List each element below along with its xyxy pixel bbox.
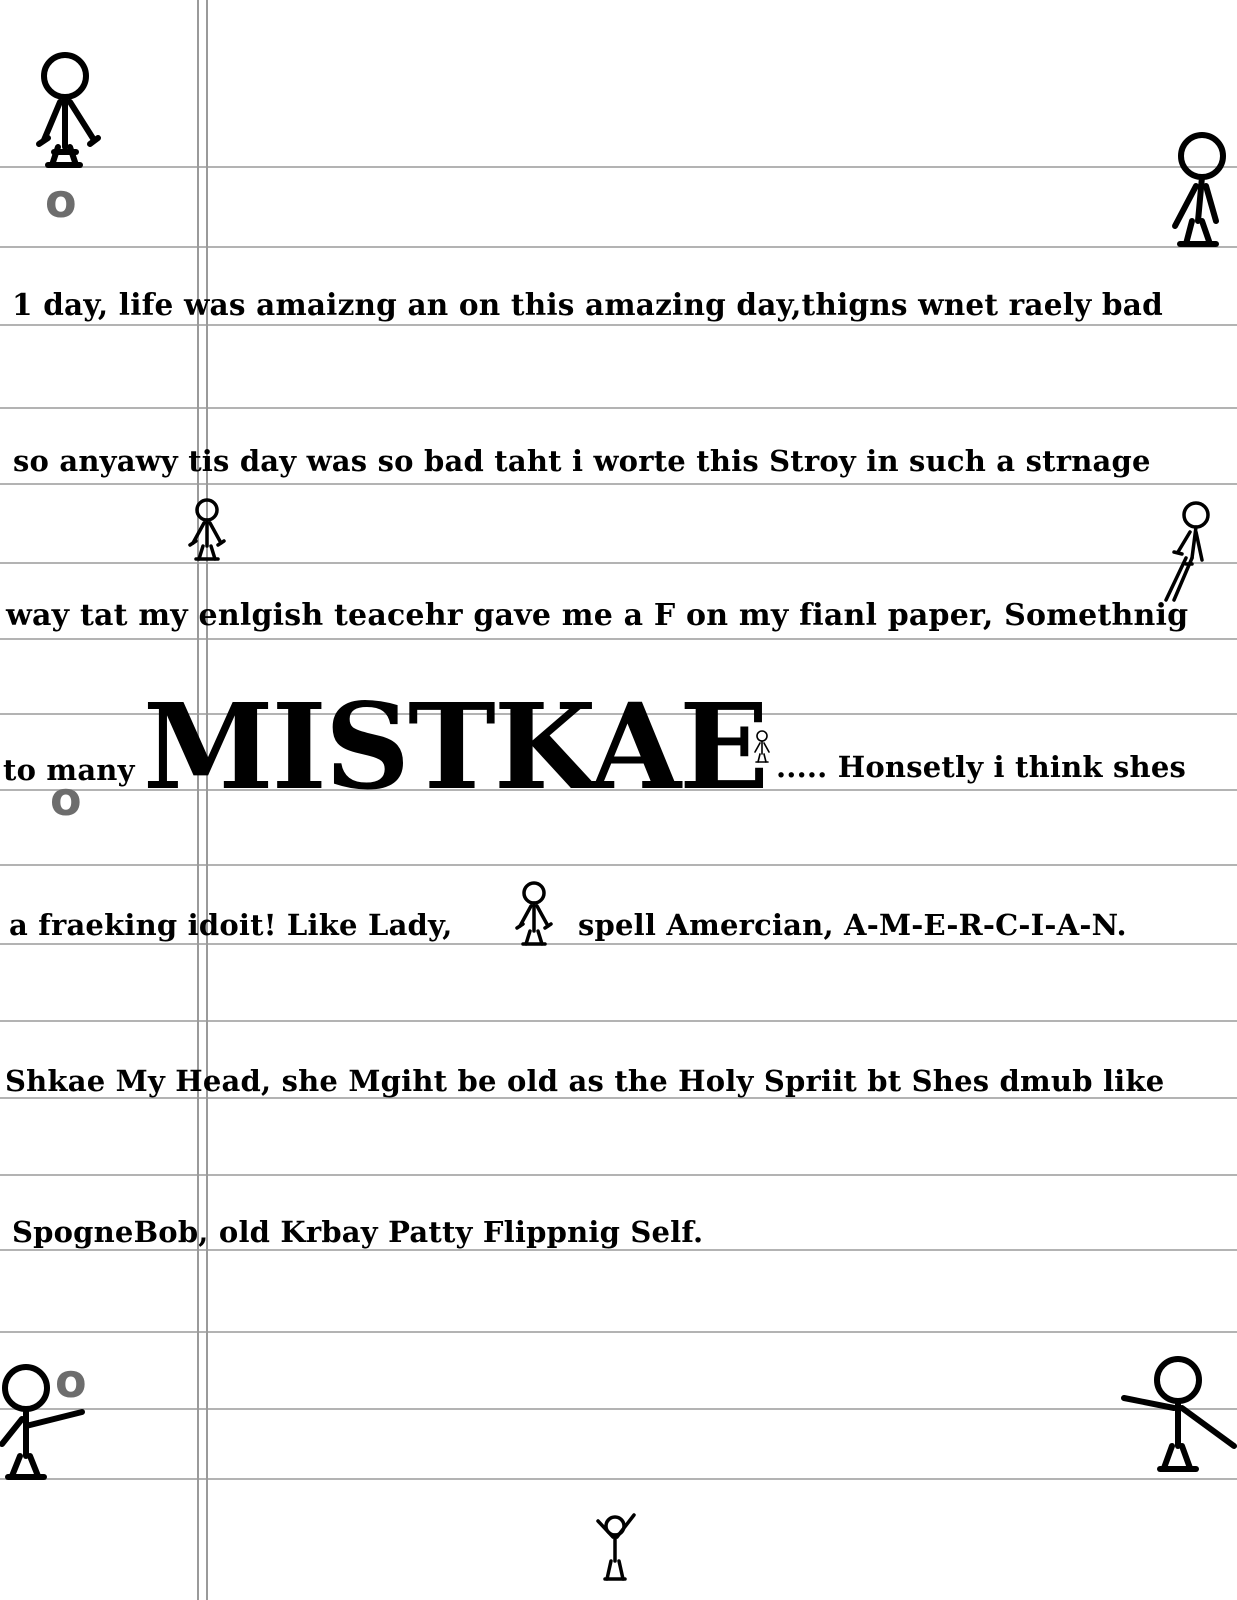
story-line-1: 1 day, life was amaizng an on this amazing day,thigns wnet raely bad (12, 287, 1163, 322)
stick-figure-icon (514, 881, 554, 947)
ruled-line (0, 864, 1237, 866)
stick-figure-icon (1120, 1356, 1237, 1474)
story-line-5-end: spell Amercian, A-M-E-R-C-I-A-N. (578, 908, 1127, 942)
ruled-line (0, 1408, 1237, 1410)
o-mark-bottom: o (55, 1354, 87, 1408)
ruled-line (0, 483, 1237, 485)
mistake-word: MISTKAE (143, 677, 768, 816)
stick-figure-icon (0, 1364, 86, 1482)
ruled-line (0, 943, 1237, 945)
stick-figure-icon (594, 1513, 638, 1597)
story-line-6: Shkae My Head, she Mgiht be old as the Holy Spriit bt Shes dmub like (5, 1064, 1165, 1098)
story-line-4-start: to many (3, 753, 135, 787)
ruled-line (0, 1020, 1237, 1022)
ruled-line (0, 1331, 1237, 1333)
ruled-line (0, 407, 1237, 409)
story-line-4-end: ..... Honsetly i think shes (776, 750, 1187, 784)
story-line-7: SpogneBob, old Krbay Patty Flippnig Self. (12, 1215, 704, 1249)
stick-figure-icon (1170, 131, 1237, 249)
ruled-line (0, 324, 1237, 326)
ruled-line (0, 1174, 1237, 1176)
ruled-line (0, 166, 1237, 168)
ruled-line (0, 1249, 1237, 1251)
ruled-line (0, 246, 1237, 248)
o-mark-top: o (45, 174, 77, 228)
ruled-line (0, 638, 1237, 640)
stick-figure-icon (34, 52, 104, 170)
story-line-5-start: a fraeking idoit! Like Lady, (9, 908, 453, 942)
stick-figure-icon (752, 730, 772, 764)
o-mark-middle: o (50, 772, 82, 826)
ruled-line (0, 1478, 1237, 1480)
story-line-3: way tat my enlgish teacehr gave me a F on my fianl paper, Somethnig (6, 598, 1189, 633)
story-line-2: so anyawy tis day was so bad taht i worte this Stroy in such a strnage (13, 444, 1151, 478)
ruled-line (0, 562, 1237, 564)
stick-figure-icon (188, 498, 228, 562)
stick-figure-icon (1160, 500, 1210, 602)
